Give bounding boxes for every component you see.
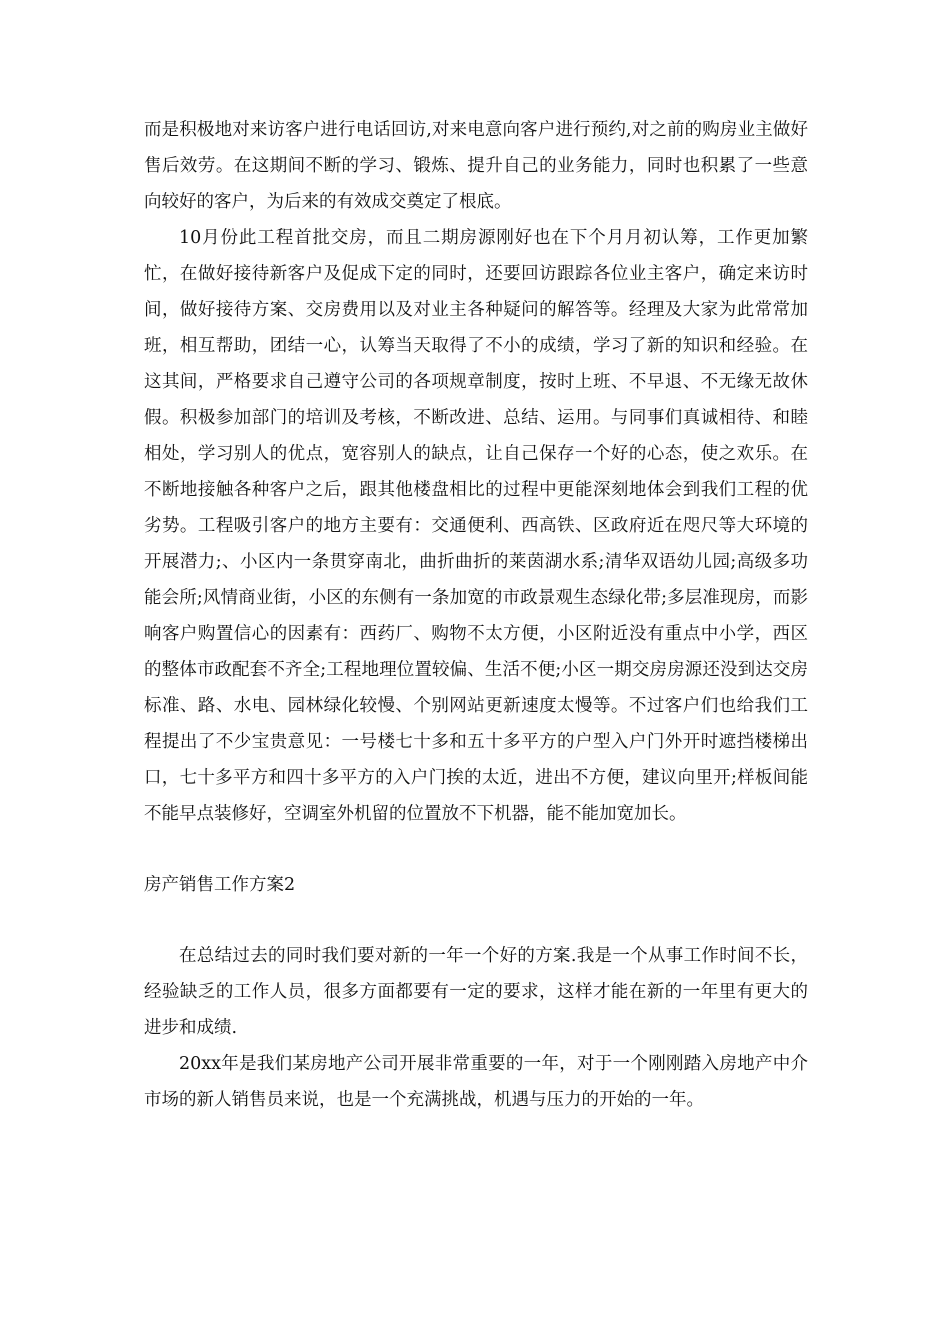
paragraph-october: 10月份此工程首批交房，而且二期房源刚好也在下个月月初认筹，工作更加繁忙，在做好接待新客户及促成下定的同时，还要回访跟踪各位业主客户，确定来访时间，做好接待方案、交房费用以及对业主各种疑问的解答等。经理及大家为此常常加班，相互帮助，团结一心，认筹当天取得了不小的成绩，学习了新的知识和经验。在这其间，严格要求自己遵守公司的各项规章制度，按时上班、不早退、不无缘无故休假。积极参加部门的培训及考核，不断改进、总结、运用。与同事们真诚相待、和睦相处，学习别人的优点，宽容别人的缺点，让自己保存一个好的心态，使之欢乐。在不断地接触各种客户之后，跟其他楼盘相比的过程中更能深刻地体会到我们工程的优劣势。工程吸引客户的地方主要有：交通便利、西高铁、区政府近在咫尺等大环境的开展潜力;、小区内一条贯穿南北，曲折曲折的莱茵湖水系;清华双语幼儿园;高级多功能会所;风情商业街，小区的东侧有一条加宽的市政景观生态绿化带;多层准现房，而影响客户购置信心的因素有：西药厂、购物不太方便，小区附近没有重点中小学，西区的整体市政配套不齐全;工程地理位置较偏、生活不便;小区一期交房房源还没到达交房标准、路、水电、园林绿化较慢、个别网站更新速度太慢等。不过客户们也给我们工程提出了不少宝贵意见：一号楼七十多和五十多平方的户型入户门外开时遮挡楼梯出口，七十多平方和四十多平方的入户门挨的太近，进出不方便，建议向里开;样板间能不能早点装修好，空调室外机留的位置放不下机器，能不能加宽加长。 [144, 228, 808, 824]
spacer [144, 832, 808, 842]
paragraph-year: 20xx年是我们某房地产公司开展非常重要的一年，对于一个刚刚踏入房地产中介市场的新人销售员来说，也是一个充满挑战，机遇与压力的开始的一年。 [144, 1054, 808, 1110]
paragraph-continued: 而是积极地对来访客户进行电话回访,对来电意向客户进行预约,对之前的购房业主做好售后效劳。在这期间不断的学习、锻炼、提升自己的业务能力，同时也积累了一些意向较好的客户，为后来的有效成交奠定了根底。 [144, 120, 808, 212]
paragraph-summary: 在总结过去的同时我们要对新的一年一个好的方案.我是一个从事工作时间不长，经验缺乏的工作人员，很多方面都要有一定的要求，这样才能在新的一年里有更大的进步和成绩. [144, 946, 808, 1038]
document-page [144, 112, 808, 1118]
section-title: 房产销售工作方案2 [144, 875, 296, 895]
spacer [144, 928, 808, 938]
